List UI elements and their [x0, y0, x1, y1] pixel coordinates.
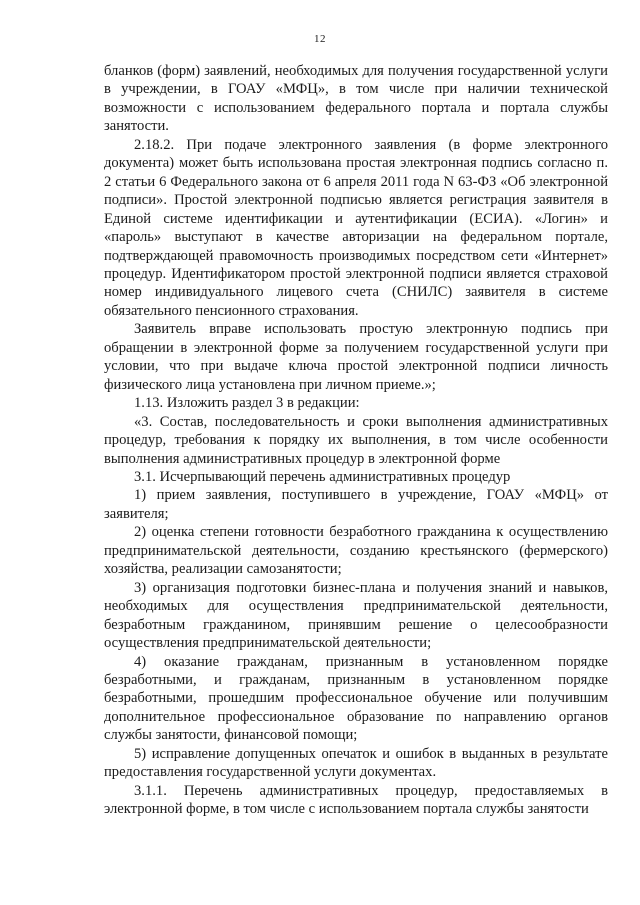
document-body — [104, 62, 608, 819]
section-3-heading: «3. Состав, последовательность и сроки выполнения административных процедур, требования к порядку их выполнения, в том числе особенности выполнения административных процедур в электронной форме — [104, 413, 608, 467]
list-item-1: 1) прием заявления, поступившего в учреждение, ГОАУ «МФЦ» от заявителя; — [104, 487, 608, 522]
list-item-2: 2) оценка степени готовности безработного гражданина к осуществлению предпринимательской деятельности, созданию крестьянского (фермерского) хозяйства, реализации самозанятости; — [104, 524, 608, 578]
list-item-4: 4) оказание гражданам, признанным в установленном порядке безработными, и гражданам, признанным в установленном порядке безработными, прошедшим профессиональное обучение или получившим дополнительное профессиональное образование по направлению органов службы занятости, финансовой помощи; — [104, 653, 608, 744]
paragraph-simple-signature: Заявитель вправе использовать простую электронную подпись при обращении в электронной форме за получением государственной услуги при условии, что при выдаче ключа простой электронной подписи личность физического лица установлена при личном приеме.»; — [104, 321, 608, 393]
list-item-5: 5) исправление допущенных опечаток и ошибок в выданных в результате предоставления государственной услуги документах. — [104, 745, 608, 781]
paragraph-continuation: бланков (форм) заявлений, необходимых для получения государственной услуги в учреждении, в ГОАУ «МФЦ», в том числе при наличии технической возможности с использованием федерального портала и портала службы занятости. — [104, 63, 608, 135]
paragraph-3-1: 3.1. Исчерпывающий перечень административных процедур — [134, 468, 511, 485]
paragraph-2-18-2: 2.18.2. При подаче электронного заявления (в форме электронного документа) может быть использована простая электронная подпись согласно п. 2 статьи 6 Федерального закона от 6 апреля 2011 года N 63-ФЗ «Об электронной подписи». Простой электронной подписью является регистрация заявителя в Единой системе идентификации и аутентификации (ЕСИА). «Логин» и «пароль» выступают в качестве авторизации на федеральном портале, подтверждающей правомочность производимых посредством сети «Интернет» процедур. Идентификатором простой электронной подписи является страховой номер индивидуального лицевого счета (СНИЛС) заявителя в системе обязательного пенсионного страхования. — [104, 136, 608, 319]
paragraph-3-1-1: 3.1.1. Перечень административных процедур, предоставляемых в электронной форме, в том числе с использованием портала службы занятости — [104, 782, 608, 818]
page-number: 12 — [314, 33, 326, 45]
paragraph-1-13: 1.13. Изложить раздел 3 в редакции: — [134, 395, 360, 412]
list-item-3: 3) организация подготовки бизнес-плана и получения знаний и навыков, необходимых для осуществления предпринимательской деятельности, безработным гражданином, принявшим решение о целесообразности осуществления предпринимательской деятельности; — [104, 579, 608, 652]
